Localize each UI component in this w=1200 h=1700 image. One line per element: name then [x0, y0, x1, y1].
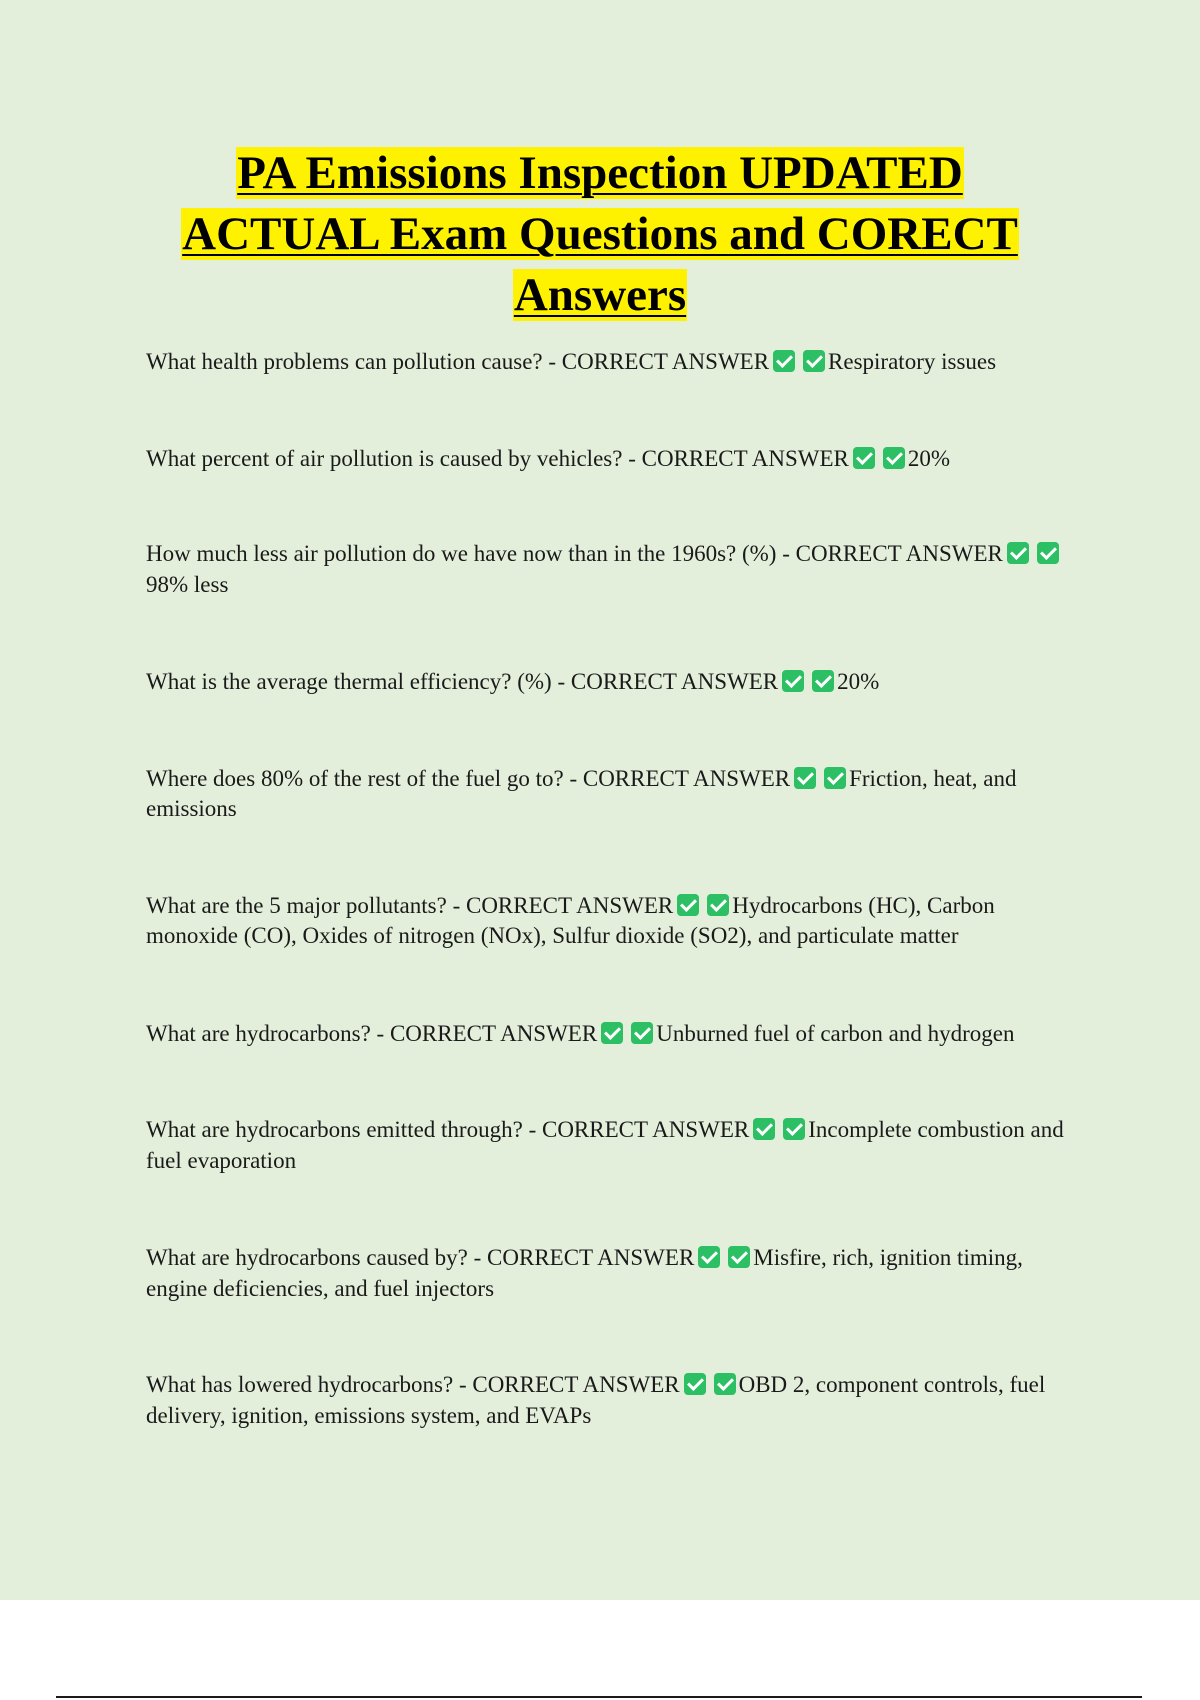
question-text: What are hydrocarbons? [146, 1020, 371, 1046]
answer-label: CORRECT ANSWER [389, 1020, 598, 1046]
answer-text: 20% [907, 445, 951, 471]
qa-item: How much less air pollution do we have now than in the 1960s? (%) - CORRECT ANSWER98% less [146, 539, 1086, 600]
footer-divider [56, 1696, 1142, 1698]
check-mark-icon [1037, 542, 1059, 564]
answer-label: CORRECT ANSWER [541, 1117, 750, 1142]
title-text: PA Emissions Inspection UPDATED [237, 147, 963, 199]
question-text: What has lowered hydrocarbons? [146, 1372, 454, 1397]
answer-label: CORRECT ANSWER [472, 1372, 680, 1397]
qa-item: What health problems can pollution cause? - CORRECT ANSWER Respiratory issues [146, 349, 997, 374]
check-mark-icon [794, 767, 816, 789]
check-mark-icon [853, 447, 875, 469]
title-line [100, 204, 1100, 265]
question-text: What are hydrocarbons caused by? [146, 1245, 468, 1270]
answer-text: Friction, heat, and emissions [146, 765, 1017, 821]
check-mark-icon [698, 1246, 720, 1268]
answer-text: OBD 2, component controls, fuel delivery, ignition, emissions system, and EVAPs [146, 1372, 1046, 1428]
qa-list [146, 347, 1086, 1431]
check-mark-icon [707, 894, 729, 916]
answer-text: 20% [837, 669, 880, 694]
check-mark-icon [1007, 542, 1029, 564]
qa-item: Where does 80% of the rest of the fuel go to? - CORRECT ANSWER Friction, heat, and emissions [146, 765, 1017, 821]
question-text: How much less air pollution do we have now than in the 1960s? (%) [146, 541, 777, 566]
check-mark-icon [684, 1373, 706, 1395]
title-text: ACTUAL Exam Questions and CORECT [182, 208, 1018, 260]
check-mark-icon [714, 1373, 736, 1395]
answer-text: Incomplete combustion and fuel evaporation [146, 1117, 1064, 1173]
qa-item: What is the average thermal efficiency? (%) - CORRECT ANSWER 20% [146, 669, 880, 694]
qa-item: What percent of air pollution is caused by vehicles? - CORRECT ANSWER 20% [146, 445, 951, 471]
check-mark-icon [824, 767, 846, 789]
answer-text: Misfire, rich, ignition timing, engine deficiencies, and fuel injectors [146, 1245, 1023, 1301]
answer-text: Hydrocarbons (HC), Carbon monoxide (CO), Oxides of nitrogen (NOx), Sulfur dioxide (SO2), and particulate matter [146, 892, 995, 948]
check-mark-icon [883, 447, 905, 469]
qa-item: What are hydrocarbons emitted through? - CORRECT ANSWER Incomplete combustion and fuel evaporation [146, 1117, 1064, 1173]
qa-item: What are hydrocarbons? - CORRECT ANSWER Unburned fuel of carbon and hydrogen [146, 1020, 1015, 1046]
check-mark-icon [631, 1022, 653, 1044]
qa-item: What are hydrocarbons caused by? - CORRECT ANSWER Misfire, rich, ignition timing, engine deficiencies, and fuel injectors [146, 1245, 1023, 1301]
question-text: What is the average thermal efficiency? (%) [146, 669, 552, 694]
question-text: What are hydrocarbons emitted through? [146, 1117, 523, 1142]
check-mark-icon [753, 1118, 775, 1140]
question-text: Where does 80% of the rest of the fuel go to? [146, 765, 564, 791]
answer-text: Unburned fuel of carbon and hydrogen [656, 1020, 1015, 1046]
check-mark-icon [812, 670, 834, 692]
answer-text: Respiratory issues [828, 349, 997, 374]
check-mark-icon [803, 350, 825, 372]
check-mark-icon [728, 1246, 750, 1268]
answer-label: CORRECT ANSWER [487, 1245, 695, 1270]
answer-label: CORRECT ANSWER [561, 349, 770, 374]
document-title [100, 143, 1100, 326]
question-text: What health problems can pollution cause? [146, 349, 543, 374]
title-line [100, 265, 1100, 326]
check-mark-icon [783, 1118, 805, 1140]
qa-item: What are the 5 major pollutants? - CORRECT ANSWER Hydrocarbons (HC), Carbon monoxide (CO), Oxides of nitrogen (NOx), Sulfur dioxide (SO2), and particulate matter [146, 892, 995, 948]
answer-label: CORRECT ANSWER [582, 765, 791, 791]
answer-label: CORRECT ANSWER [795, 541, 1003, 566]
check-mark-icon [601, 1022, 623, 1044]
title-line [100, 143, 1100, 204]
qa-item: What has lowered hydrocarbons? - CORRECT ANSWER OBD 2, component controls, fuel delivery, ignition, emissions system, and EVAPs [146, 1372, 1046, 1428]
question-text: What percent of air pollution is caused by vehicles? [146, 445, 623, 471]
answer-label: CORRECT ANSWER [465, 892, 674, 918]
answer-text: 98% less [146, 571, 229, 597]
question-text: What are the 5 major pollutants? [146, 892, 447, 918]
check-mark-icon [782, 670, 804, 692]
check-mark-icon [773, 350, 795, 372]
answer-label: CORRECT ANSWER [570, 669, 779, 694]
title-text: Answers [513, 269, 687, 321]
answer-label: CORRECT ANSWER [641, 445, 849, 471]
check-mark-icon [677, 894, 699, 916]
